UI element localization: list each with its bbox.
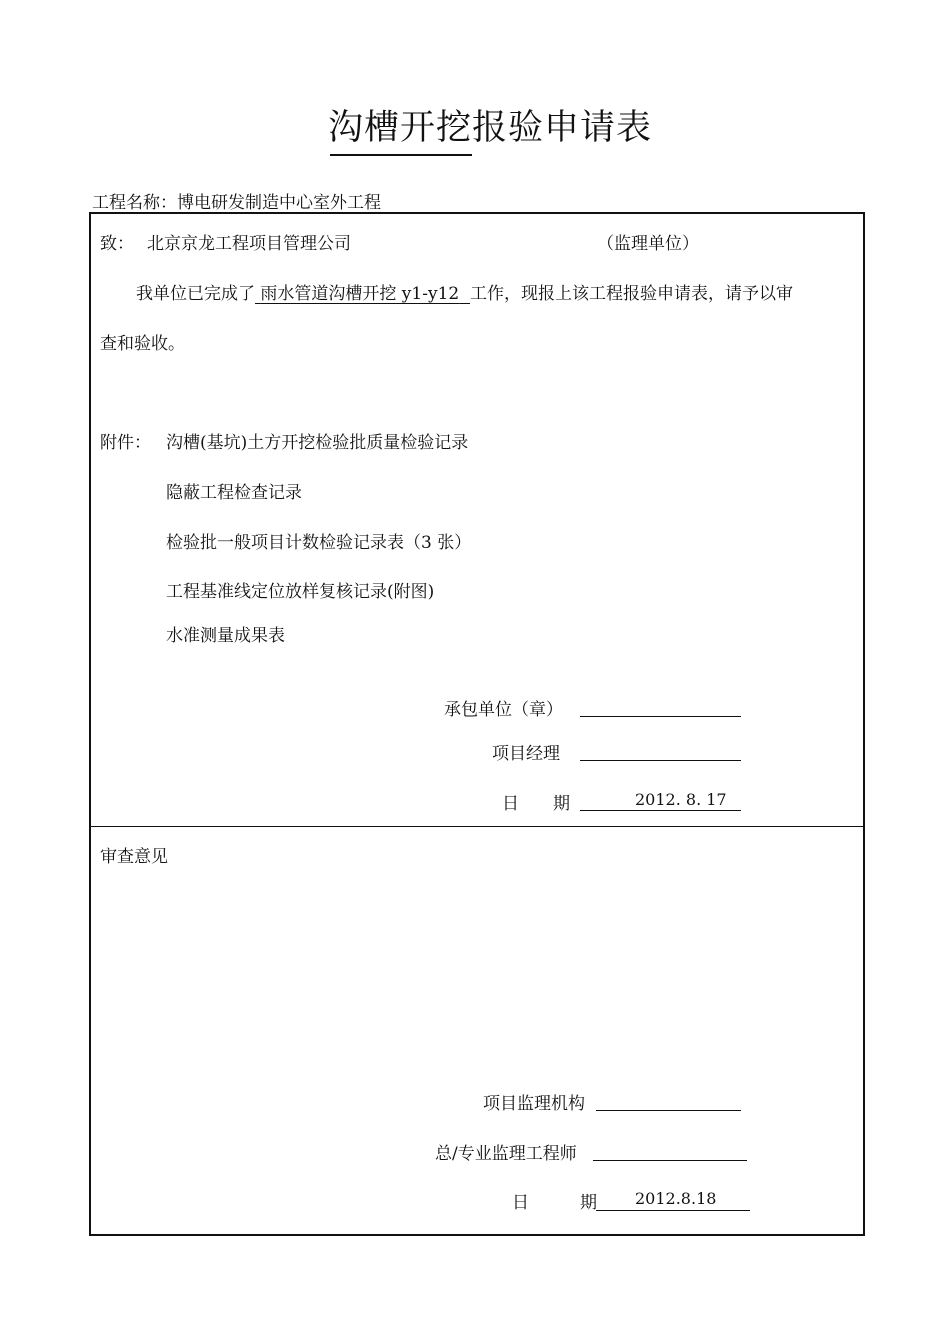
manager-signature-line <box>580 760 741 761</box>
attachment-item: 检验批一般项目计数检验记录表（3 张） <box>166 533 472 553</box>
supervision-company: 北京京龙工程项目管理公司 <box>147 234 351 254</box>
form-box <box>89 212 865 1236</box>
attachment-item: 沟槽(基坑)土方开挖检验批质量检验记录 <box>166 433 469 453</box>
supervision-role: （监理单位） <box>597 234 699 254</box>
body-prefix: 我单位已完成了 <box>136 284 255 304</box>
supervision-org-line <box>596 1110 741 1111</box>
review-date: 2012.8.18 <box>635 1189 717 1208</box>
contractor-signature-line <box>580 716 741 717</box>
engineer-signature-line <box>593 1160 747 1161</box>
engineer-label: 总/专业监理工程师 <box>435 1144 577 1164</box>
application-date: 2012. 8. 17 <box>635 790 727 809</box>
project-label: 工程名称： <box>92 193 177 213</box>
contractor-label: 承包单位（章） <box>444 700 563 720</box>
review-heading: 审查意见 <box>100 847 168 867</box>
supervision-org-label: 项目监理机构 <box>483 1094 585 1114</box>
application-date-label: 日 期 <box>502 794 570 814</box>
review-date-label: 日 期 <box>512 1193 597 1213</box>
attachment-item: 工程基准线定位放样复核记录(附图) <box>166 582 435 602</box>
completed-work: 雨水管道沟槽开挖 y1-y12 <box>260 284 460 304</box>
attachments-label: 附件： <box>100 433 151 453</box>
to-label: 致： <box>100 234 134 254</box>
attachment-item: 水准测量成果表 <box>166 626 285 646</box>
manager-label: 项目经理 <box>492 744 560 764</box>
review-date-line <box>596 1210 750 1211</box>
body-suffix: 工作，现报上该工程报验申请表，请予以审 <box>470 284 794 304</box>
attachment-item: 隐蔽工程检查记录 <box>166 483 302 503</box>
application-date-line <box>580 810 741 811</box>
application-body-line2: 查和验收。 <box>100 334 185 354</box>
project-name-line <box>92 188 381 213</box>
application-body <box>136 279 793 304</box>
form-title: 沟槽开挖报验申请表 <box>327 108 652 148</box>
project-name: 博电研发制造中心室外工程 <box>177 193 381 213</box>
section-divider <box>89 826 865 827</box>
title-underline <box>330 154 472 156</box>
